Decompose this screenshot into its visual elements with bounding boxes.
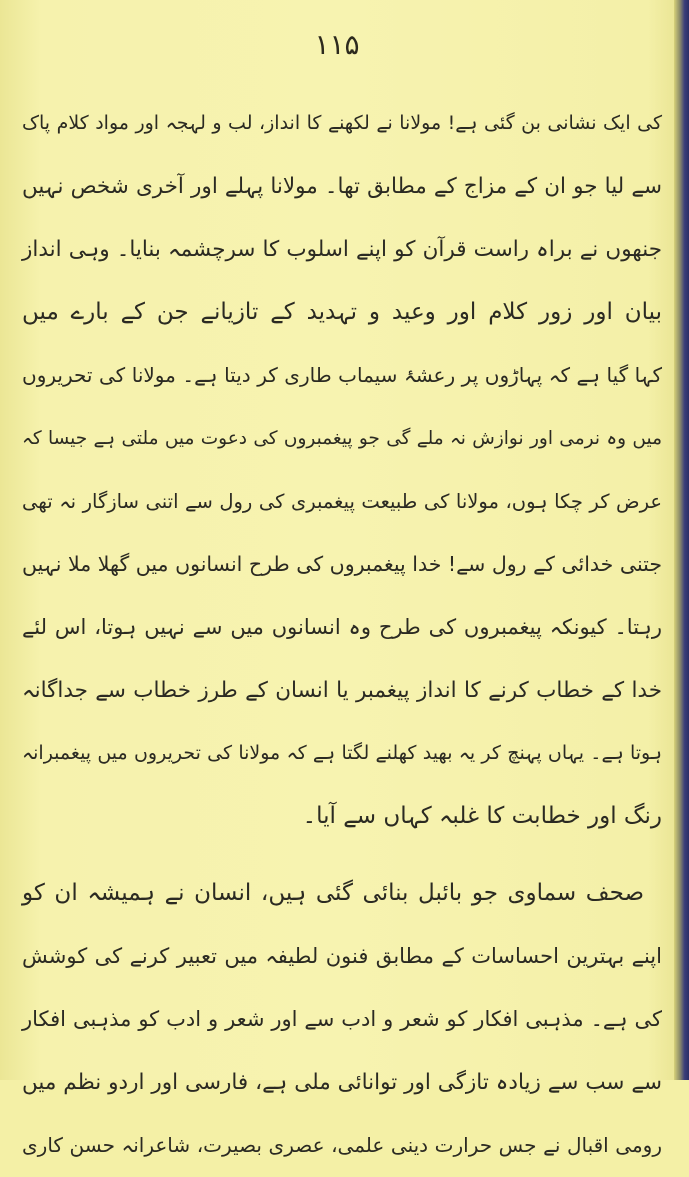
- text-line: بیان اور زور کلام اور وعید و تہدید کے تازیانے جن کے بارے میں: [22, 299, 662, 325]
- text-line: ہوتا ہے۔ یہاں پہنچ کر یہ بھید کھلنے لگتا ہے کہ مولانا کی تحریروں میں پیغمبرانہ: [22, 742, 662, 764]
- text-line: رومی اقبال نے جس حرارت دینی علمی، عصری بصیرت، شاعرانہ حسن کاری: [22, 1133, 662, 1157]
- text-line: کہا گیا ہے کہ پہاڑوں پر رعشۂ سیماب طاری کر دیتا ہے۔ مولانا کی تحریروں: [22, 363, 662, 387]
- text-line: میں وہ نرمی اور نوازش نہ ملے گی جو پیغمبروں کی دعوت میں ملتی ہے جیسا کہ: [22, 428, 662, 449]
- paragraph-2: [22, 862, 662, 1177]
- text-line: خدا کے خطاب کرنے کا انداز پیغمبر یا انسان کے طرز خطاب سے جداگانہ: [22, 678, 662, 703]
- text-line: رہتا۔ کیونکہ پیغمبروں کی طرح وہ انسانوں میں سے نہیں ہوتا، اس لئے: [22, 615, 662, 639]
- paragraph-gap: [22, 848, 662, 862]
- body-text: [22, 92, 662, 1177]
- paragraph-1: [22, 92, 662, 848]
- text-line: رنگ اور خطابت کا غلبہ کہاں سے آیا۔: [302, 803, 662, 829]
- text-line: سے لیا جو ان کے مزاج کے مطابق تھا۔ مولانا پہلے اور آخری شخص نہیں: [22, 174, 662, 199]
- text-line: سے سب سے زیادہ تازگی اور توانائی ملی ہے، فارسی اور اردو نظم میں: [22, 1070, 662, 1095]
- text-line: جتنی خدائی کے رول سے! خدا پیغمبروں کی طرح انسانوں میں گھلا ملا نہیں: [22, 552, 662, 576]
- text-line: عرض کر چکا ہوں، مولانا کی طبیعت پیغمبری کی رول سے اتنی سازگار نہ تھی: [22, 490, 662, 513]
- text-line: کی ہے۔ مذہبی افکار کو شعر و ادب سے اور شعر و ادب کو مذہبی افکار: [22, 1007, 662, 1031]
- page-number: ۱۱۵: [314, 28, 360, 61]
- book-binding-edge: [674, 0, 689, 1080]
- text-line: صحف سماوی جو بائبل بنائی گئی ہیں، انسان نے ہمیشہ ان کو: [22, 880, 644, 906]
- text-line: جنھوں نے براہ راست قرآن کو اپنے اسلوب کا سرچشمہ بنایا۔ وہی انداز: [22, 237, 662, 262]
- text-line: کی ایک نشانی بن گئی ہے! مولانا نے لکھنے کا انداز، لب و لہجہ اور مواد کلام پاک: [22, 112, 662, 134]
- text-line: اپنے بہترین احساسات کے مطابق فنون لطیفہ میں تعبیر کرنے کی کوشش: [22, 944, 662, 968]
